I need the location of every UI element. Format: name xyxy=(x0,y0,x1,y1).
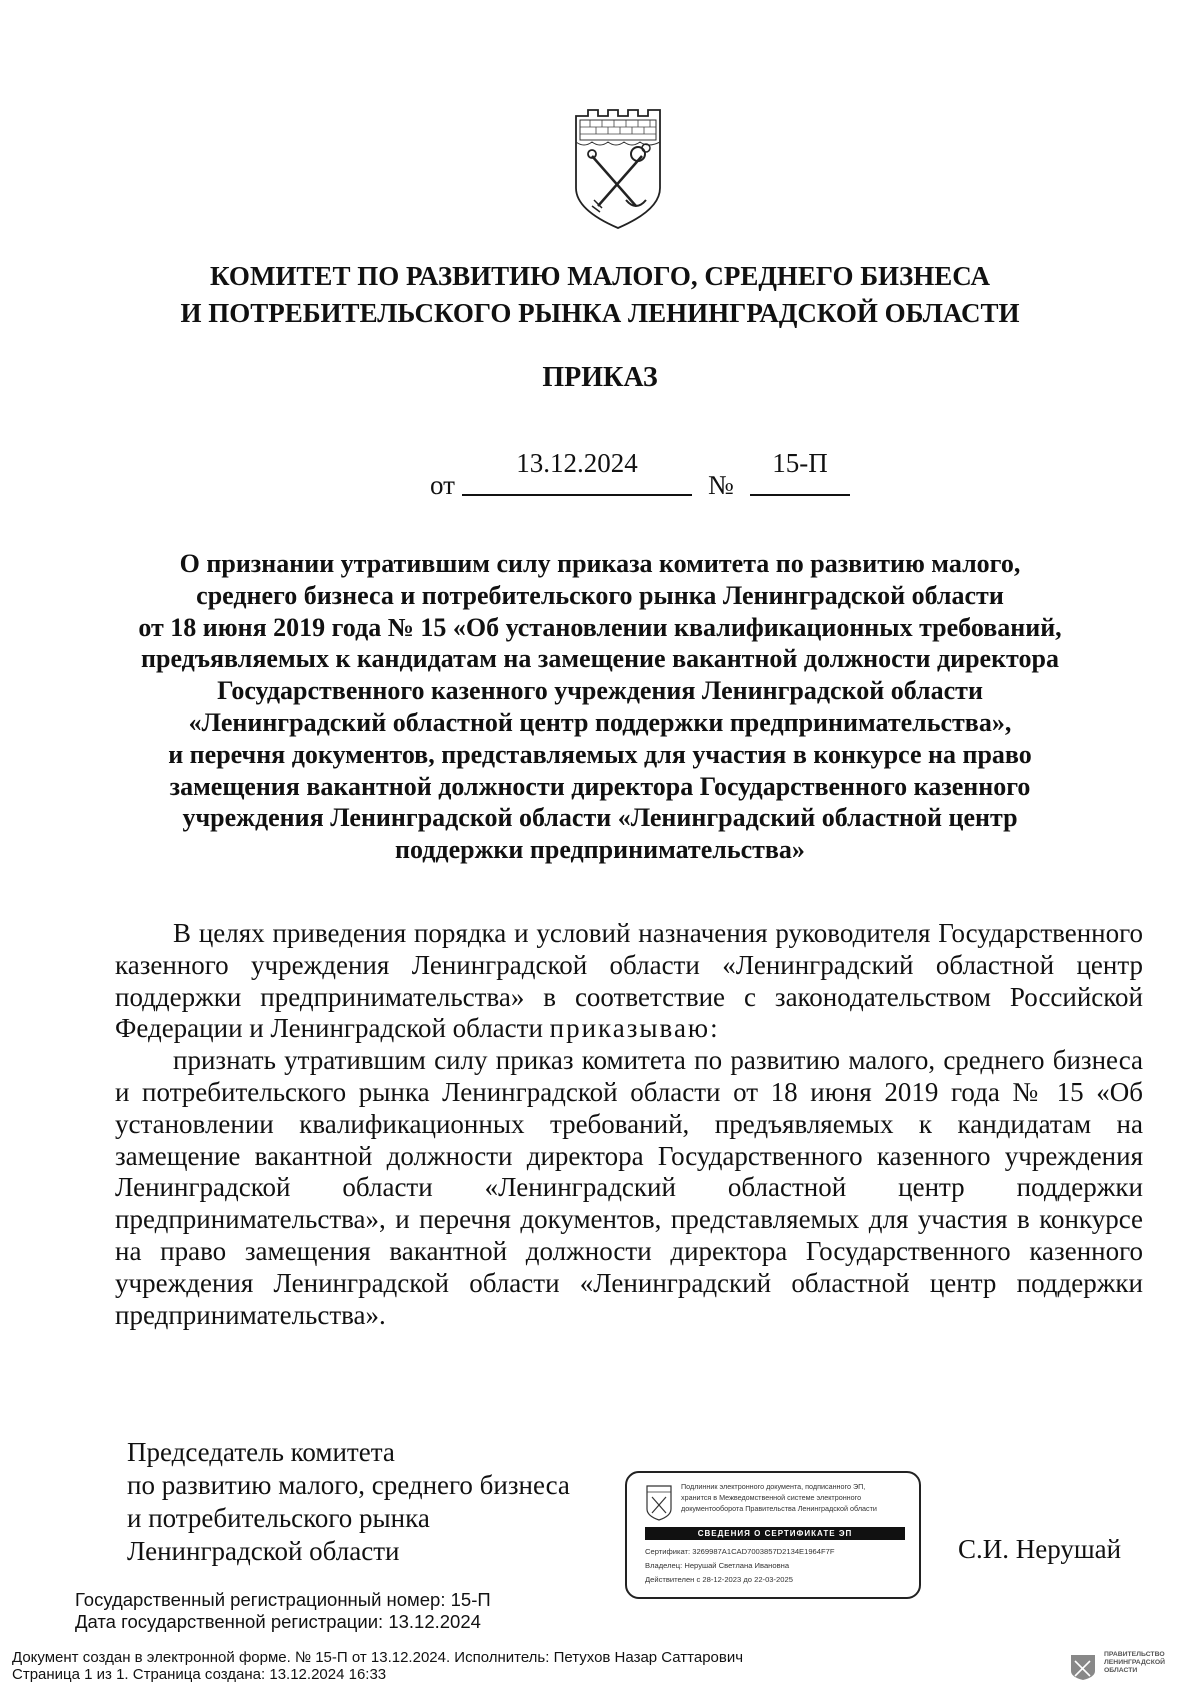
subject-line: О признании утратившим силу приказа комитета по развитию малого, xyxy=(179,549,1021,578)
stamp-note-line: документооборота Правительства Ленинградской области xyxy=(681,1504,877,1513)
order-body xyxy=(115,918,1143,1331)
gov-logo-line: ЛЕНИНГРАДСКОЙ xyxy=(1104,1659,1166,1666)
document-type-title: ПРИКАЗ xyxy=(542,362,658,393)
subject-line: замещения вакантной должности директора Государственного казенного xyxy=(169,771,1031,801)
certificate-details xyxy=(645,1545,835,1587)
certificate-validity: Действителен с 28-12-2023 до 22-03-2025 xyxy=(645,1575,793,1584)
signer-position-line: Ленинградской области xyxy=(127,1536,400,1566)
body-paragraph-1-text: В целях приведения порядка и условий назначения руководителя Государственного казенного учреждения Ленинградской области «Ленинградский областной центр поддержки предпринимательства» в соответствие с законодательством Российской Федерации и Ленинградской области xyxy=(115,918,1143,1044)
subject-line: учреждения Ленинградской области «Ленинградский областной центр xyxy=(182,803,1018,833)
organization-name xyxy=(100,258,1100,332)
gov-logo-line: ОБЛАСТИ xyxy=(1104,1667,1138,1674)
registration-date: Дата государственной регистрации: 13.12.2024 xyxy=(75,1611,481,1632)
registration-number: Государственный регистрационный номер: 15-П xyxy=(75,1589,491,1610)
footer-line-2: Страница 1 из 1. Страница создана: 13.12.2024 16:33 xyxy=(12,1666,387,1683)
order-number: 15-П xyxy=(772,448,828,478)
subject-line: «Ленинградский областной центр поддержки предпринимательства», xyxy=(188,707,1012,737)
coat-of-arms-emblem xyxy=(572,108,664,230)
from-label: от xyxy=(430,470,455,500)
subject-line: среднего бизнеса и потребительского рынка Ленинградской области xyxy=(196,580,1004,610)
stamp-note xyxy=(681,1481,917,1514)
subject-line: поддержки предпринимательства» xyxy=(395,835,805,865)
org-line-2: И ПОТРЕБИТЕЛЬСКОГО РЫНКА ЛЕНИНГРАДСКОЙ ОБЛАСТИ xyxy=(180,298,1020,328)
certificate-owner: Владелец: Нерушай Светлана Ивановна xyxy=(645,1561,790,1570)
electronic-signature-stamp xyxy=(625,1471,921,1599)
date-number-line xyxy=(420,450,860,500)
signer-position xyxy=(127,1436,627,1568)
body-paragraph-2: признать утратившим силу приказ комитета по развитию малого, среднего бизнеса и потребительского рынка Ленинградской области от 18 июня 2019 года № 15 «Об установлении квалификационных требований, предъявляемых к кандидатам на замещение вакантной должности директора Государственного казенного учреждения Ленинградской области «Ленинградский областной центр поддержки предпринимательства», и перечня документов, представляемых для участия в конкурсе на право замещения вакантной должности директора Государственного казенного учреждения Ленинградской области «Ленинградский областной центр поддержки предпринимательства». xyxy=(115,1045,1143,1330)
signer-position-line: Председатель комитета xyxy=(127,1437,395,1467)
order-keyword: приказываю: xyxy=(549,1013,720,1044)
body-paragraph-1 xyxy=(115,918,1143,1045)
page-footer xyxy=(12,1649,743,1683)
subject-line: предъявляемых к кандидатам на замещение вакантной должности директора xyxy=(141,644,1059,674)
government-logo-text xyxy=(1104,1651,1165,1675)
registration-info xyxy=(75,1589,491,1633)
government-emblem-icon xyxy=(1070,1653,1096,1681)
subject-line: и перечня документов, представляемых для участия в конкурсе на право xyxy=(168,739,1032,769)
coat-of-arms-small-icon xyxy=(645,1483,673,1521)
stamp-note-line: Подлинник электронного документа, подписанного ЭП, xyxy=(681,1482,866,1491)
number-sign: № xyxy=(708,470,734,500)
number-underline xyxy=(750,494,850,496)
stamp-header: СВЕДЕНИЯ О СЕРТИФИКАТЕ ЭП xyxy=(645,1527,905,1540)
org-line-1: КОМИТЕТ ПО РАЗВИТИЮ МАЛОГО, СРЕДНЕГО БИЗНЕСА xyxy=(210,261,990,291)
subject-line: от 18 июня 2019 года № 15 «Об установлении квалификационных требований, xyxy=(138,612,1062,642)
signer-name: С.И. Нерушай xyxy=(958,1534,1122,1564)
signer-position-line: и потребительского рынка xyxy=(127,1503,430,1533)
date-underline xyxy=(462,494,692,496)
certificate-number: Сертификат: 3269987A1CAD7003857D2134E1964F7F xyxy=(645,1547,835,1556)
footer-line-1: Документ создан в электронной форме. № 15-П от 13.12.2024. Исполнитель: Петухов Назар Саттарович xyxy=(12,1649,744,1666)
gov-logo-line: ПРАВИТЕЛЬСТВО xyxy=(1104,1651,1165,1658)
subject-line: Государственного казенного учреждения Ленинградской области xyxy=(217,676,983,706)
order-subject xyxy=(110,548,1090,866)
signer-position-line: по развитию малого, среднего бизнеса xyxy=(127,1470,570,1500)
order-date: 13.12.2024 xyxy=(516,448,638,478)
government-logo xyxy=(1070,1650,1180,1686)
stamp-note-line: хранится в Межведомственной системе электронного xyxy=(681,1493,862,1502)
